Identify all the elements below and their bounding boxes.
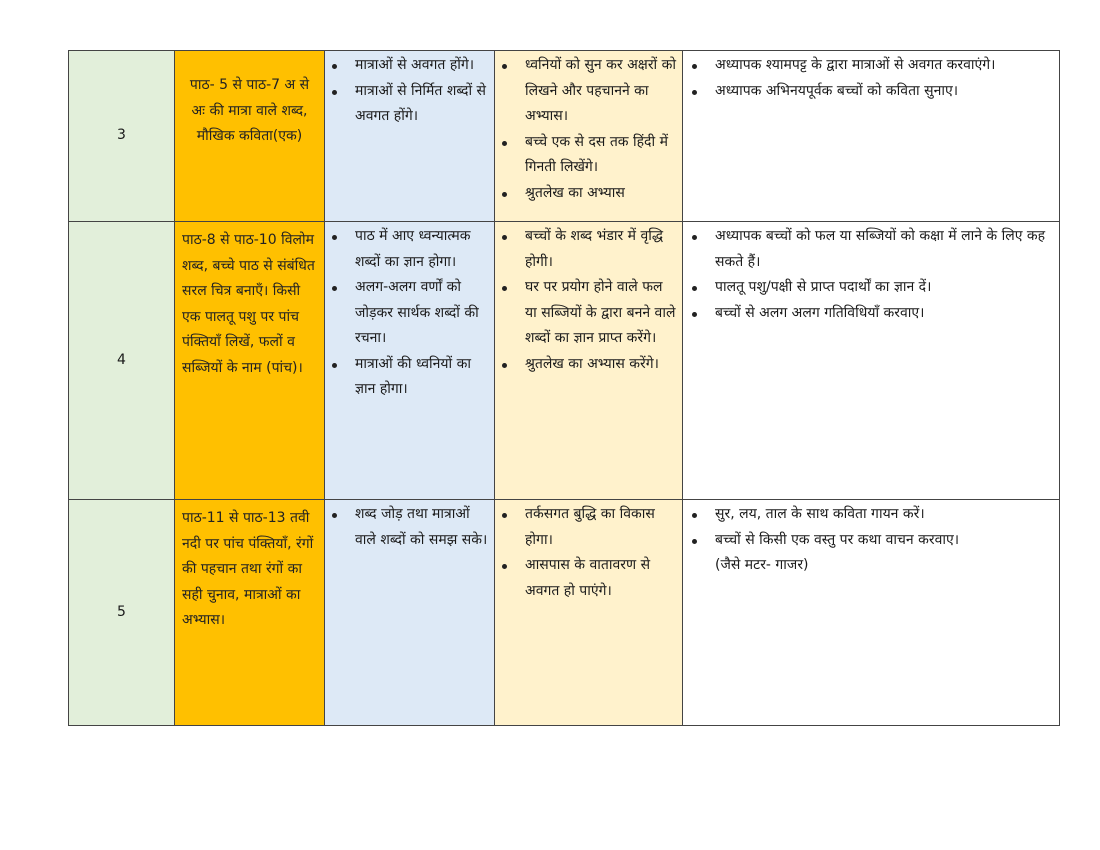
list-item: पाठ में आए ध्वन्यात्मक शब्दों का ज्ञान होगा। — [355, 224, 488, 275]
table-row — [69, 500, 1060, 726]
list-item: बच्चों से किसी एक वस्तु पर कथा वाचन करवाए। — [715, 528, 1053, 554]
knowledge-list — [325, 500, 494, 553]
skills-cell — [495, 500, 683, 726]
list-item: पालतू पशु/पक्षी से प्राप्त पदार्थों का ज्ञान दें। — [715, 275, 1053, 301]
topic-text: पाठ-8 से पाठ-10 विलोम शब्द, बच्चे पाठ से संबंधित सरल चित्र बनाएँ। किसी एक पालतू पशु पर पांच पंक्तियाँ लिखें, फलों व सब्जियों के नाम (पांच)। — [182, 232, 315, 376]
week-number-cell — [69, 222, 175, 500]
list-item: आसपास के वातावरण से अवगत हो पाएंगे। — [525, 553, 676, 604]
skills-list — [495, 500, 682, 604]
lesson-plan-table — [68, 50, 1060, 726]
list-item: श्रुतलेख का अभ्यास — [525, 181, 676, 207]
activities-list — [683, 51, 1059, 104]
list-item: मात्राओं से अवगत होंगे। — [355, 53, 488, 79]
activities-cell — [683, 51, 1060, 222]
topic-cell — [175, 222, 325, 500]
list-item: बच्चे एक से दस तक हिंदी में गिनती लिखेंगे। — [525, 130, 676, 181]
week-number-cell — [69, 500, 175, 726]
topic-text: पाठ- 5 से पाठ-7 अ से अः की मात्रा वाले शब्द, मौखिक कविता(एक) — [189, 77, 310, 144]
knowledge-cell — [325, 222, 495, 500]
list-item: बच्चों के शब्द भंडार में वृद्धि होगी। — [525, 224, 676, 275]
week-number: 5 — [117, 603, 126, 620]
list-item: अध्यापक बच्चों को फल या सब्जियों को कक्षा में लाने के लिए कह सकते हैं। — [715, 224, 1053, 275]
knowledge-list — [325, 222, 494, 403]
list-item: घर पर प्रयोग होने वाले फल या सब्जियों के द्वारा बनने वाले शब्दों का ज्ञान प्राप्त करेंगे। — [525, 275, 676, 352]
week-number-cell — [69, 51, 175, 222]
activity-note: (जैसे मटर- गाजर) — [715, 557, 809, 573]
list-item: शब्द जोड़ तथा मात्राओं वाले शब्दों को समझ सके। — [355, 502, 488, 553]
table-row — [69, 222, 1060, 500]
skills-list — [495, 222, 682, 377]
list-item: सुर, लय, ताल के साथ कविता गायन करें। — [715, 502, 1053, 528]
knowledge-cell — [325, 51, 495, 222]
list-item: तर्कसगत बुद्धि का विकास होगा। — [525, 502, 676, 553]
list-item: अध्यापक श्यामपट्ट के द्वारा मात्राओं से अवगत करवाएंगे। — [715, 53, 1053, 79]
list-item: ध्वनियों को सुन कर अक्षरों को लिखने और पहचानने का अभ्यास। — [525, 53, 676, 130]
activities-cell — [683, 222, 1060, 500]
list-item: मात्राओं से निर्मित शब्दों से अवगत होंगे। — [355, 79, 488, 130]
week-number: 4 — [117, 351, 126, 368]
list-item: मात्राओं की ध्वनियों का ज्ञान होगा। — [355, 352, 488, 403]
skills-cell — [495, 51, 683, 222]
topic-cell — [175, 500, 325, 726]
skills-list — [495, 51, 682, 206]
list-item: श्रुतलेख का अभ्यास करेंगे। — [525, 352, 676, 378]
list-item: बच्चों से अलग अलग गतिविधियाँ करवाए। — [715, 301, 1053, 327]
knowledge-cell — [325, 500, 495, 726]
table-row — [69, 51, 1060, 222]
topic-text: पाठ-11 से पाठ-13 तवी नदी पर पांच पंक्तियाँ, रंगों की पहचान तथा रंगों का सही चुनाव, मात्राओं का अभ्यास। — [182, 510, 314, 628]
activities-list — [683, 500, 1059, 553]
week-number: 3 — [117, 127, 126, 144]
activities-list — [683, 222, 1059, 326]
skills-cell — [495, 222, 683, 500]
topic-cell — [175, 51, 325, 222]
list-item: अध्यापक अभिनयपूर्वक बच्चों को कविता सुनाए। — [715, 79, 1053, 105]
list-item: अलग-अलग वर्णों को जोड़कर सार्थक शब्दों की रचना। — [355, 275, 488, 352]
activities-cell — [683, 500, 1060, 726]
knowledge-list — [325, 51, 494, 130]
